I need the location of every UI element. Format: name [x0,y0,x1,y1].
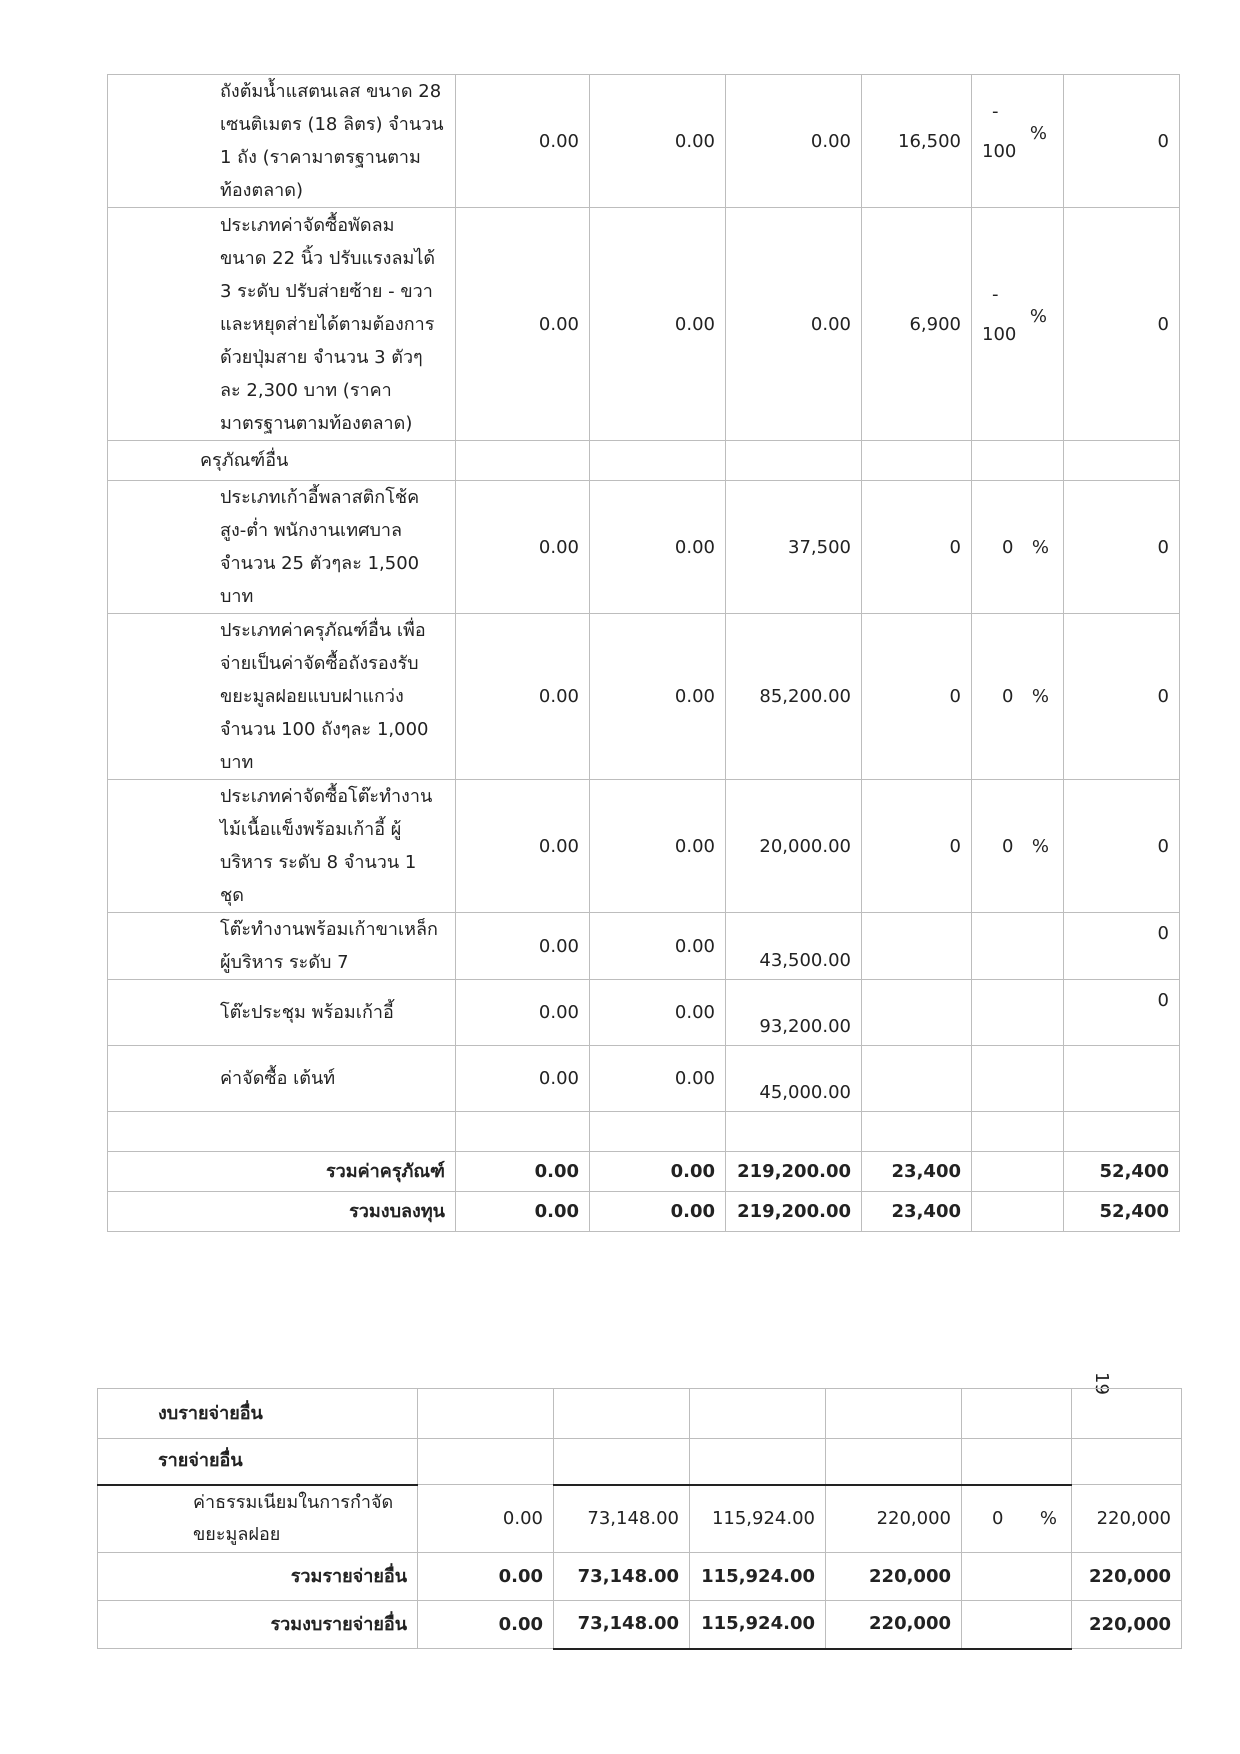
value-col-3: 45,000.00 [726,1046,862,1112]
value-col-1: 0.00 [418,1553,554,1601]
percent-value: 0 [992,1507,1004,1529]
value-col-6: 0 [1064,780,1180,913]
value-col-6: 220,000 [1072,1601,1182,1649]
category-label: ครุภัณฑ์อื่น [108,441,456,481]
percent-change-cell [972,614,1064,780]
value-col-3: 115,924.00 [690,1485,826,1553]
table-row [108,913,1180,980]
section-header: งบรายจ่ายอื่น [98,1389,418,1439]
value-col-2: 0.00 [590,75,726,208]
percent-sign: - [992,284,999,305]
value-col-3: 115,924.00 [690,1601,826,1649]
value-col-6: 0 [1064,980,1180,1046]
capital-budget-table [107,74,1180,1232]
value-col-3: 85,200.00 [726,614,862,780]
value-col-2: 73,148.00 [554,1553,690,1601]
page-number: 19 [1091,1372,1112,1395]
value-col-3: 93,200.00 [726,980,862,1046]
value-col-1: 0.00 [418,1485,554,1553]
percent-change-cell [972,481,1064,614]
percent-change-cell [972,75,1064,208]
value-col-1: 0.00 [456,208,590,441]
table-row [108,980,1180,1046]
value-col-2: 0.00 [590,1192,726,1232]
value-col-4: 220,000 [826,1485,962,1553]
empty-row [108,1112,1180,1152]
item-description: ประเภทค่าจัดซื้อพัดลม ขนาด 22 นิ้ว ปรับแรงลมได้ 3 ระดับ ปรับส่ายซ้าย - ขวา และหยุดส่ายได้ตามต้องการด้วยปุ่มสาย จำนวน 3 ตัวๆ ละ 2,300 บาท (ราคามาตรฐานตามท้องตลาด) [108,208,456,441]
percent-value: 100 [982,324,1017,345]
percent-value: 100 [982,141,1017,162]
item-description: ประเภทค่าจัดซื้อโต๊ะทำงาน ไม้เนื้อแข็งพร้อมเก้าอี้ ผู้บริหาร ระดับ 8 จำนวน 1 ชุด [108,780,456,913]
table-row [108,481,1180,614]
percent-value: 0 [1002,536,1014,558]
item-description: ประเภทเก้าอี้พลาสติกโช้คสูง-ต่ำ พนักงานเทศบาล จำนวน 25 ตัวๆละ 1,500 บาท [108,481,456,614]
value-col-4: 220,000 [826,1601,962,1649]
value-col-6: 220,000 [1072,1485,1182,1553]
value-col-1: 0.00 [456,1046,590,1112]
value-col-2: 0.00 [590,208,726,441]
value-col-6: 0 [1064,614,1180,780]
value-col-6: 0 [1064,208,1180,441]
total-label: รวมงบลงทุน [108,1192,456,1232]
subsection-header-row [98,1439,1182,1485]
percent-unit: % [1031,536,1049,558]
table-row [108,208,1180,441]
value-col-6: 0 [1064,481,1180,614]
value-col-1: 0.00 [456,913,590,980]
percent-unit: % [1029,306,1047,327]
percent-change-cell [972,208,1064,441]
total-label: รวมรายจ่ายอื่น [98,1553,418,1601]
category-row [108,441,1180,481]
subsection-header: รายจ่ายอื่น [98,1439,418,1485]
value-col-3: 43,500.00 [726,913,862,980]
percent-unit: % [1039,1507,1057,1529]
value-col-6: 52,400 [1064,1192,1180,1232]
percent-unit: % [1029,123,1047,144]
table-row [108,1046,1180,1112]
value-col-4: 0 [862,780,972,913]
value-col-1: 0.00 [456,481,590,614]
item-description: โต๊ะประชุม พร้อมเก้าอี้ [108,980,456,1046]
value-col-6: 220,000 [1072,1553,1182,1601]
value-col-3: 219,200.00 [726,1192,862,1232]
total-label: รวมงบรายจ่ายอื่น [98,1601,418,1649]
section-header-row [98,1389,1182,1439]
value-col-4: 220,000 [826,1553,962,1601]
value-col-3: 0.00 [726,75,862,208]
value-col-2: 0.00 [590,614,726,780]
item-description: ค่าจัดซื้อ เต้นท์ [108,1046,456,1112]
total-row-investment [108,1192,1180,1232]
value-col-3: 115,924.00 [690,1553,826,1601]
value-col-1: 0.00 [456,75,590,208]
value-col-4: 23,400 [862,1192,972,1232]
percent-value: 0 [1002,835,1014,857]
percent-sign: - [992,101,999,122]
value-col-1: 0.00 [418,1601,554,1649]
value-col-2: 0.00 [590,481,726,614]
item-description: ประเภทค่าครุภัณฑ์อื่น เพื่อจ่ายเป็นค่าจัดซื้อถังรองรับขยะมูลฝอยแบบฝาแกว่ง จำนวน 100 ถังๆละ 1,000 บาท [108,614,456,780]
value-col-1: 0.00 [456,1192,590,1232]
value-col-2: 0.00 [590,1046,726,1112]
item-description: ค่าธรรมเนียมในการกำจัดขยะมูลฝอย [98,1485,418,1553]
percent-unit: % [1031,686,1049,707]
value-col-6: 0 [1064,913,1180,980]
value-col-3: 0.00 [726,208,862,441]
total-row-other-budget [98,1601,1182,1649]
value-col-4: 23,400 [862,1152,972,1192]
percent-change-cell [972,780,1064,913]
table-row [108,75,1180,208]
value-col-2: 73,148.00 [554,1601,690,1649]
percent-value: 0 [1002,686,1014,707]
value-col-6: 0 [1064,75,1180,208]
value-col-6: 52,400 [1064,1152,1180,1192]
value-col-2: 0.00 [590,780,726,913]
percent-unit: % [1031,835,1049,857]
value-col-4: 6,900 [862,208,972,441]
item-description: โต๊ะทำงานพร้อมเก้าขาเหล็ก ผู้บริหาร ระดับ 7 [108,913,456,980]
value-col-1: 0.00 [456,614,590,780]
total-row-equipment [108,1152,1180,1192]
value-col-2: 0.00 [590,1152,726,1192]
value-col-2: 0.00 [590,980,726,1046]
total-label: รวมค่าครุภัณฑ์ [108,1152,456,1192]
item-description: ถังต้มน้ำแสตนเลส ขนาด 28 เซนติเมตร (18 ลิตร) จำนวน 1 ถัง (ราคามาตรฐานตามท้องตลาด) [108,75,456,208]
value-col-2: 73,148.00 [554,1485,690,1553]
value-col-4: 0 [862,614,972,780]
value-col-1: 0.00 [456,780,590,913]
value-col-4: 16,500 [862,75,972,208]
value-col-3: 37,500 [726,481,862,614]
value-col-4: 0 [862,481,972,614]
table-row [108,780,1180,913]
table-row [108,614,1180,780]
value-col-1: 0.00 [456,1152,590,1192]
other-expenses-table [97,1388,1182,1650]
value-col-3: 20,000.00 [726,780,862,913]
value-col-1: 0.00 [456,980,590,1046]
value-col-2: 0.00 [590,913,726,980]
table-row [98,1485,1182,1553]
value-col-3: 219,200.00 [726,1152,862,1192]
total-row-other [98,1553,1182,1601]
percent-change-cell [962,1485,1072,1553]
